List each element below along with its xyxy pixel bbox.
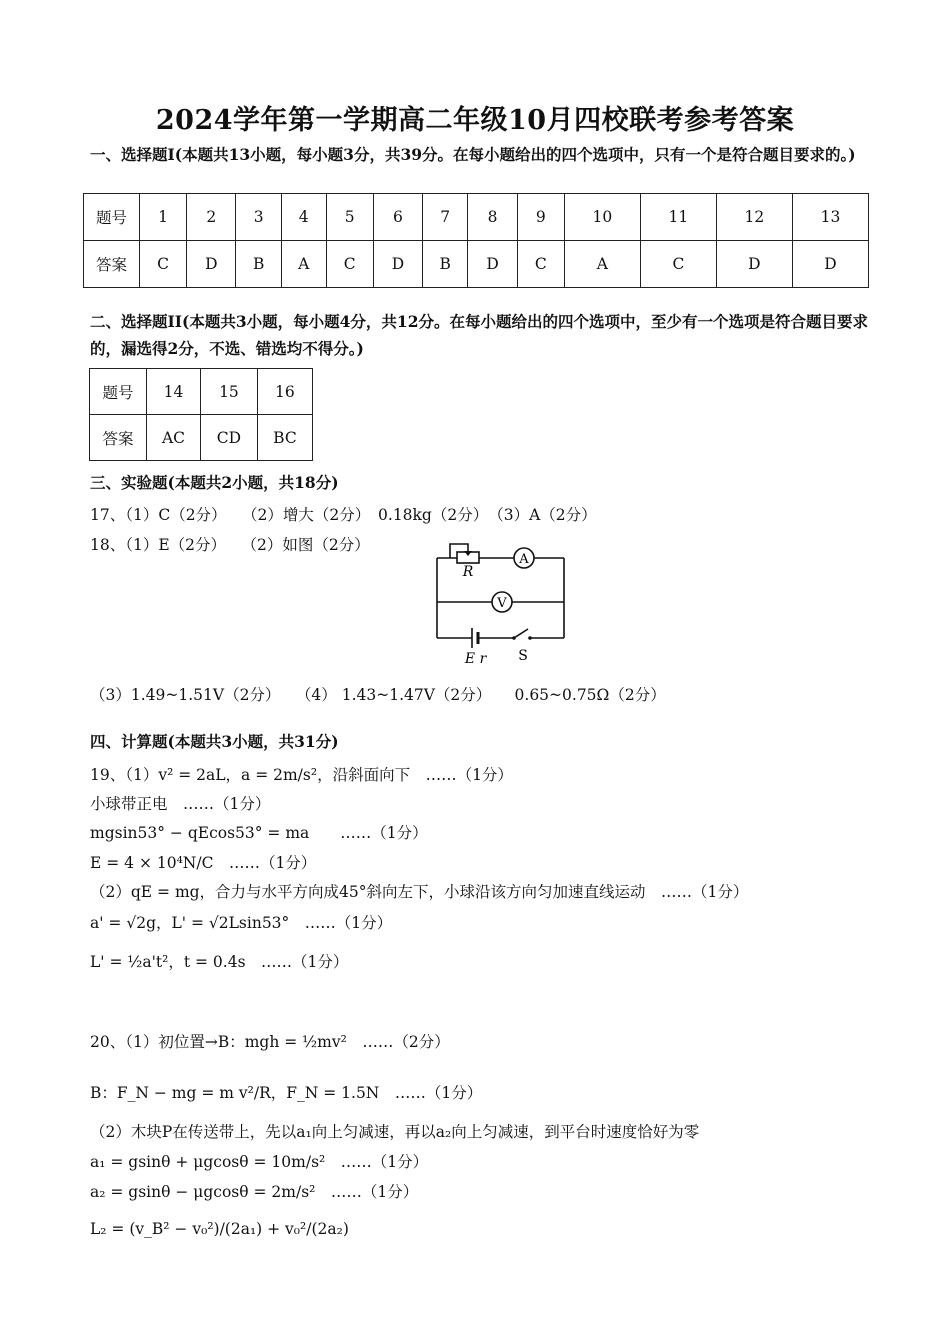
switch-label: S — [518, 648, 528, 664]
section2-answer-table — [89, 368, 313, 461]
question-number-cell: 7 — [423, 194, 468, 241]
question-number-cell: 11 — [640, 194, 716, 241]
q19-line-2: 小球带正电 ……（1分） — [90, 795, 271, 813]
section2-heading: 二、选择题II(本题共3小题，每小题4分，共12分。在每小题给出的四个选项中，至少有一个选项是符合题目要求的，漏选得2分，不选、错选均不得分。) — [90, 312, 868, 358]
answer-cell: D — [468, 241, 517, 288]
question-number-cell: 2 — [187, 194, 236, 241]
answer-cell: A — [564, 241, 640, 288]
q20-line-4: a₁ = gsinθ + μgcosθ = 10m/s² ……（1分） — [90, 1153, 429, 1171]
answer-cell: C — [140, 241, 187, 288]
internal-resistance-label: r — [479, 651, 487, 667]
question-number-cell: 4 — [281, 194, 326, 241]
answer-cell: C — [326, 241, 373, 288]
question-number-cell: 12 — [716, 194, 792, 241]
row-label-number: 题号 — [90, 369, 147, 415]
question-number-cell: 16 — [257, 369, 312, 415]
circuit-diagram — [430, 532, 580, 672]
question-number-cell: 5 — [326, 194, 373, 241]
answer-cell: D — [792, 241, 868, 288]
page-title: 2024学年第一学期高二年级10月四校联考参考答案 — [155, 105, 795, 136]
rheostat-label: R — [462, 564, 474, 580]
switch-symbol — [514, 629, 528, 638]
ammeter-label: A — [519, 552, 529, 567]
q17-answer: 17、（1）C（2分） （2）增大（2分） 0.18kg（2分） （3）A（2分） — [90, 506, 597, 524]
answer-cell: A — [281, 241, 326, 288]
section4-heading: 四、计算题(本题共3小题，共31分) — [90, 732, 339, 751]
answer-cell: D — [187, 241, 236, 288]
section1-answer-table — [83, 193, 869, 288]
q19-line-6: a' = √2g，L' = √2Lsin53° ……（1分） — [90, 914, 393, 932]
answer-cell: D — [373, 241, 422, 288]
q19-line-3: mgsin53° − qEcos53° = ma ……（1分） — [90, 824, 428, 842]
question-number-cell: 6 — [373, 194, 422, 241]
question-number-cell: 3 — [236, 194, 281, 241]
question-number-cell: 8 — [468, 194, 517, 241]
question-number-cell: 9 — [517, 194, 564, 241]
q19-line-4: E = 4 × 10⁴N/C ……（1分） — [90, 854, 317, 872]
answer-cell: D — [716, 241, 792, 288]
q19-line-5: （2）qE = mg，合力与水平方向成45°斜向左下，小球沿该方向匀加速直线运动 ……（1分） — [90, 883, 749, 901]
row-label-answer: 答案 — [90, 415, 147, 461]
answer-cell: BC — [257, 415, 312, 461]
question-number-cell: 13 — [792, 194, 868, 241]
q18-answer-part2: （3）1.49~1.51V（2分） （4） 1.43~1.47V（2分） 0.65~0.75Ω（2分） — [90, 686, 666, 704]
row-label-number: 题号 — [84, 194, 140, 241]
q20-line-1: 20、（1）初位置→B：mgh = ½mv² ……（2分） — [90, 1033, 450, 1051]
row-label-answer: 答案 — [84, 241, 140, 288]
answer-cell: B — [423, 241, 468, 288]
q19-line-1: 19、（1）v² = 2aL，a = 2m/s²，沿斜面向下 ……（1分） — [90, 766, 513, 784]
q18-answer-part1: 18、（1）E（2分） （2）如图（2分） — [90, 536, 370, 554]
q19-line-7: L' = ½a't²，t = 0.4s ……（1分） — [90, 953, 349, 971]
q20-line-5: a₂ = gsinθ − μgcosθ = 2m/s² ……（1分） — [90, 1183, 419, 1201]
answer-cell: AC — [147, 415, 201, 461]
section1-heading: 一、选择题I(本题共13小题，每小题3分，共39分。在每小题给出的四个选项中，只有一个是符合题目要求的。) — [90, 145, 856, 164]
answer-cell: B — [236, 241, 281, 288]
q20-line-6: L₂ = (v_B² − v₀²)/(2a₁) + v₀²/(2a₂) — [90, 1220, 349, 1238]
answer-cell: C — [640, 241, 716, 288]
answer-cell: C — [517, 241, 564, 288]
q20-line-2: B：F_N − mg = m v²/R，F_N = 1.5N ……（1分） — [90, 1084, 483, 1102]
question-number-cell: 1 — [140, 194, 187, 241]
question-number-cell: 10 — [564, 194, 640, 241]
emf-label: E — [464, 651, 476, 667]
answer-cell: CD — [201, 415, 258, 461]
q20-line-3: （2）木块P在传送带上，先以a₁向上匀减速，再以a₂向上匀减速，到平台时速度恰好为零 — [90, 1123, 700, 1141]
voltmeter-label: V — [497, 596, 507, 611]
question-number-cell: 15 — [201, 369, 258, 415]
question-number-cell: 14 — [147, 369, 201, 415]
section3-heading: 三、实验题(本题共2小题，共18分) — [90, 473, 339, 492]
